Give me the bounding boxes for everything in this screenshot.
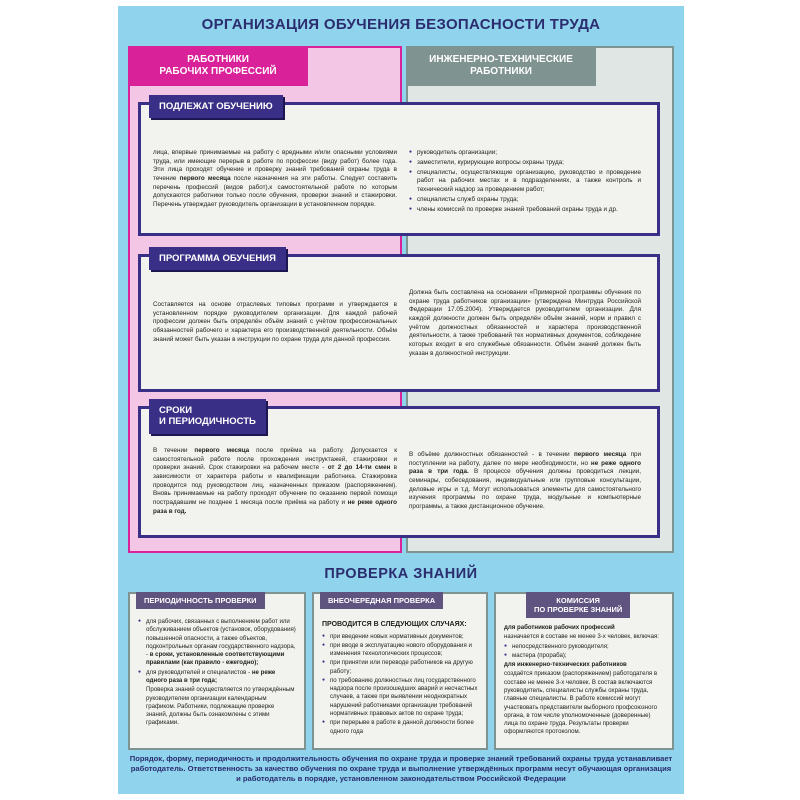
list-item: ● специалисты служб охраны труда; [409,196,641,205]
list-item: ● специалисты, осуществляющие организацию, руководство и проведение работ на рабочих местах и в подразделениях, а также контроль и технический надзор за проведением работ; [409,169,641,195]
cases-heading: ПРОВОДИТСЯ В СЛЕДУЮЩИХ СЛУЧАЯХ: [322,621,467,628]
list-item: ● непосредственного руководителя; [504,643,664,651]
periodicity-text [138,618,296,729]
engineers-column-header: ИНЖЕНЕРНО-ТЕХНИЧЕСКИЕ РАБОТНИКИ [406,46,596,86]
section-tab: ПОДЛЕЖАТ ОБУЧЕНИЮ [149,95,283,118]
list-item: ● при введении новых нормативных документов; [322,633,478,641]
extraordinary-text [322,620,478,737]
section-training-required [138,102,660,236]
engineers-list [409,149,641,216]
section-training-program [138,254,660,392]
section-tab: СРОКИ И ПЕРИОДИЧНОСТЬ [149,399,266,434]
knowledge-check-title: ПРОВЕРКА ЗНАНИЙ [324,566,478,582]
workers-text: лица, впервые принимаемые на работу с вредными и/или опасными условиями труда, или имеющие перерыв в работе по профессии (виду работ) более года. Эти лица проходят обучение и проверку знаний требований охраны труда в течение первого месяца после назначения на эти работы. Следует составить перечень профессий (видов работ),к самостоятельной работе по которым допускаются работники только после обучения, проверки знаний и стажировки. Перечень утверждает руководитель организации в установленном порядке. [153,149,398,209]
list-item: ● руководитель организации; [409,149,641,158]
poster [118,6,684,794]
list-item: ● по требованию должностных лиц государственного надзора после произошедших аварий и несчастных случаев, а также при выявлении неоднократных нарушений работниками организации требований нормативных правовых актов по охране труда; [322,677,478,718]
list-item: ● при перерыве в работе в данной должности более одного года [322,719,478,736]
page-title: ОРГАНИЗАЦИЯ ОБУЧЕНИЯ БЕЗОПАСНОСТИ ТРУДА [201,16,601,33]
list-item: ● мастера (прораба); [504,652,664,660]
section-tab: ПРОГРАММА ОБУЧЕНИЯ [149,247,286,270]
list-item: ● заместители, курирующие вопросы охраны труда; [409,159,641,168]
workers-column-header: РАБОТНИКИ РАБОЧИХ ПРОФЕССИЙ [128,46,308,86]
list-item: ● для руководителей и специалистов - не реже одного раза в три года; [138,669,296,686]
footer-note: Порядок, форму, периодичность и продолжительность обучения по охране труда и проверке знаний требований охраны труда устанавливает работодатель. Ответственность за качество обучения по охране труда и выполнение утверждённых программ несут обучающая организация и работодатель в порядке, установленном законодательством Российской Федерации [129,754,673,783]
workers-text: В течении первого месяца после приёма на работу. Допускается к самостоятельной работе после прохождения инструктажей, стажировки и проверки знаний. Срок стажировки на рабочем месте - от 2 до 14-ти смен в зависимости от характера работы и квалификации работника. Стажировка проводится под руководством лиц, назначенных приказом (распоряжением). Вновь принимаемые на работу проходят обучение по оказанию первой помощи пострадавшим не позднее 1 месяца после приёма на работу и не реже одного раза в год. [153,447,397,515]
periodicity-box [128,592,306,750]
list-item: ● при вводе в эксплуатацию нового оборудования и изменения технологических процессов; [322,642,478,659]
periodicity-note: Проверка знаний осуществляется по утверждённым руководителем организации календарным графиком. Работники, подлежащие проверке знаний, должны быть ознакомлены с этими графиками. [146,686,295,727]
list-item: ● члены комиссий по проверке знаний требований охраны труда и др. [409,206,641,215]
list-item: ● для рабочих, связанных с выполнением работ или обслуживанием объектов (установок, оборудования) повышенной опасности, а также объектов, подконтрольных органам государственного надзора, - в сроки, установленные соответствующими правилами (как правило - ежегодно); [138,618,296,668]
workers-text: Составляется на основе отраслевых типовых программ и утверждается в установленном порядке руководителем организации. Для каждой рабочей профессии должен быть определён объём знаний с учётом профессиональных обязанностей рабочего и характера его производственной деятельности. Объём знаний может быть указан в инструкции по охране труда для данной профессии. [153,301,397,343]
box-tab: ВНЕОЧЕРЕДНАЯ ПРОВЕРКА [320,592,443,609]
engineers-text: Должна быть составлена на основании «Примерной программы обучения по охране труда работников организации» (утверждена Минтруда Российской Федерации 17.05.2004). Утверждается руководителем организации. Для каждой должности должен быть определён объём знаний, норм и правил с учётом должностных обязанностей и характера производственной деятельности, а также требований тех нормативных документов, соблюдение которых входит в его служебные обязанности. Объём знаний должен быть указан в должностной инструкции. [409,289,641,357]
box-tab: КОМИССИЯ ПО ПРОВЕРКЕ ЗНАНИЙ [526,592,630,618]
box-tab: ПЕРИОДИЧНОСТЬ ПРОВЕРКИ [136,592,265,609]
extraordinary-check-box [312,592,488,750]
list-item: ● при принятии или переводе работников на другую работу; [322,659,478,676]
section-terms-periodicity [138,406,660,538]
engineers-text: В объёме должностных обязанностей - в течении первого месяца при поступлении на работу, далее по мере необходимости, но не реже одного раза в три года. В процессе обучения должны проводиться лекции, семинары, собеседования, индивидуальные или групповые консультации, деловые игры и т.д. Могут использоваться элементы для самостоятельного изучения программы по охране труда, модульные и компьютерные программы, а также дистанционное обучение. [409,451,641,511]
commission-box [494,592,674,750]
commission-text: для работников рабочих профессий назначается в составе не менее 3-х человек, включая: ● непосредственного руководителя; ● мастера (прораба); для инженерно-технических работников создаётся приказом (распоряжением) работодателя в составе не менее 3-х человек. В состав включаются руководитель, специалисты службы охраны труда, главные специалисты. В работе комиссий могут участвовать представители выборного профсоюзного органа, в том числе уполномоченные (доверенные) лица по охране труда. Результаты проверки оформляются протоколом. [504,624,664,738]
